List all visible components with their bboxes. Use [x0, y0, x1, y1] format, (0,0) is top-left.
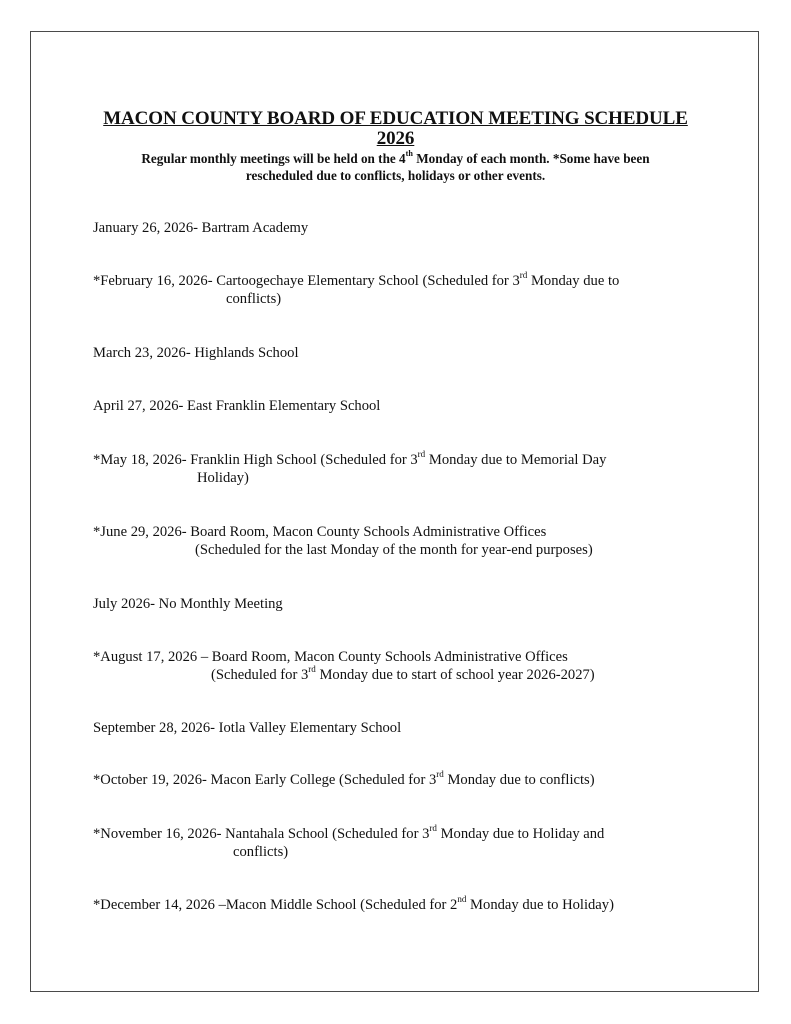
meeting-entry-february: *February 16, 2026- Cartoogechaye Elementary School (Scheduled for 3rd Monday due to conflicts) — [93, 269, 620, 307]
meeting-entry-december: *December 14, 2026 –Macon Middle School (Scheduled for 2nd Monday due to Holiday) — [93, 893, 614, 913]
meeting-entry-june: *June 29, 2026- Board Room, Macon County Schools Administrative Offices (Scheduled for the last Monday of the month for year-end purposes) — [93, 524, 593, 558]
meeting-entry-may: *May 18, 2026- Franklin High School (Scheduled for 3rd Monday due to Memorial Day Holiday) — [93, 448, 607, 486]
meeting-entry-march: March 23, 2026- Highlands School — [93, 345, 299, 361]
document-year: 2026 — [376, 128, 415, 149]
meeting-entry-september: September 28, 2026- Iotla Valley Elementary School — [93, 720, 402, 736]
meeting-entry-april: April 27, 2026- East Franklin Elementary School — [93, 398, 381, 414]
meeting-entry-november: *November 16, 2026- Nantahala School (Scheduled for 3rd Monday due to Holiday and conflicts) — [93, 822, 605, 860]
meeting-entry-january: January 26, 2026- Bartram Academy — [93, 220, 309, 236]
subtitle-line-1: Regular monthly meetings will be held on the 4th Monday of each month. *Some have been — [141, 149, 650, 166]
meeting-entry-october: *October 19, 2026- Macon Early College (Scheduled for 3rd Monday due to conflicts) — [93, 768, 595, 788]
meeting-entry-august: *August 17, 2026 – Board Room, Macon County Schools Administrative Offices (Scheduled for 3rd Monday due to start of school year 2026-2027) — [93, 649, 595, 683]
document-title: MACON COUNTY BOARD OF EDUCATION MEETING SCHEDULE — [103, 108, 688, 129]
subtitle-line-2: rescheduled due to conflicts, holidays or other events. — [245, 168, 546, 183]
meeting-entry-july: July 2026- No Monthly Meeting — [93, 596, 283, 612]
